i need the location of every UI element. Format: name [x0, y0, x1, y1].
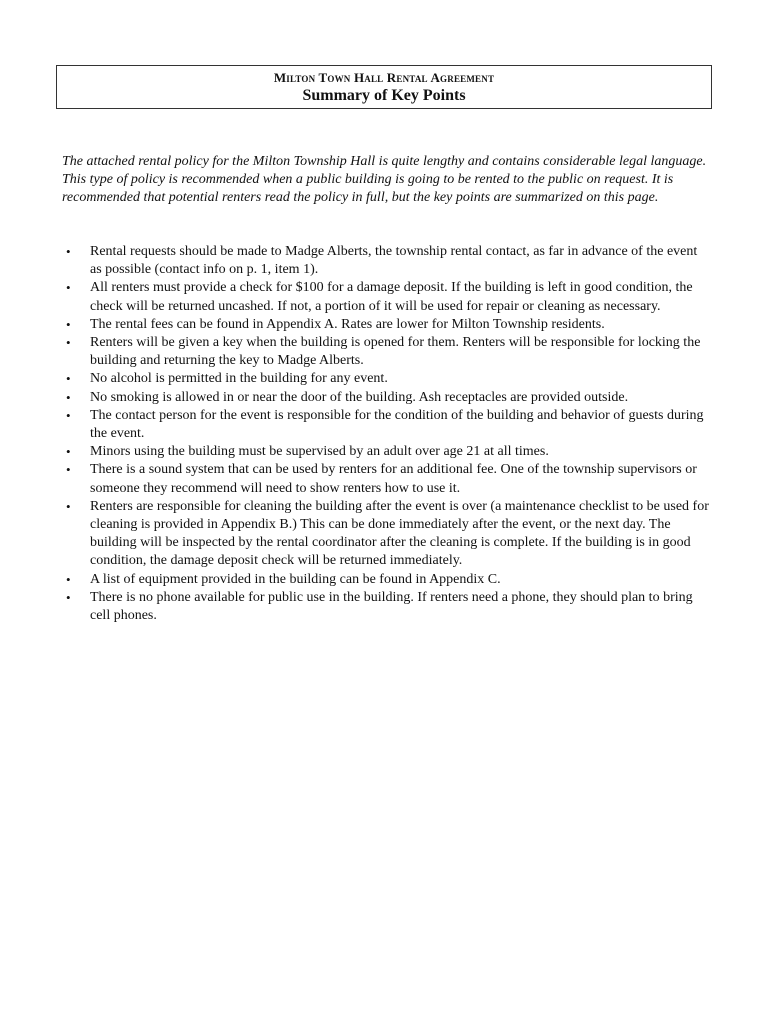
- key-point-item: [62, 370, 712, 388]
- bullet-icon: •: [66, 280, 71, 296]
- key-point-text: Renters will be given a key when the building is opened for them. Renters will be responsible for locking the building and returning the key to Madge Alberts.: [90, 335, 701, 369]
- key-points-list: [62, 243, 712, 625]
- key-point-text: All renters must provide a check for $100 for a damage deposit. If the building is left in good condition, the check will be returned uncashed. If not, a portion of it will be used for repair or cleaning as necessary.: [90, 280, 693, 314]
- bullet-icon: •: [66, 244, 71, 259]
- key-point-item: [62, 461, 712, 497]
- key-point-text: The rental fees can be found in Appendix A. Rates are lower for Milton Township residents.: [90, 316, 605, 332]
- key-point-item: [62, 316, 712, 334]
- key-point-item: [62, 498, 712, 571]
- key-point-item: [62, 589, 712, 625]
- document-subtitle: Summary of Key Points: [302, 87, 466, 104]
- key-point-item: [62, 279, 712, 315]
- bullet-icon: •: [66, 571, 71, 587]
- intro-paragraph: The attached rental policy for the Milton Township Hall is quite lengthy and contains considerable legal language. This type of policy is recommended when a public building is going to be rented to the public on request. It is recommended that potential renters read the policy in full, but the key points are summarized on this page.: [62, 154, 707, 205]
- key-point-text: The contact person for the event is responsible for the condition of the building and behavior of guests during the event.: [90, 407, 704, 442]
- key-point-item: [62, 407, 712, 443]
- key-point-item: [62, 571, 712, 589]
- bullet-icon: •: [66, 407, 71, 423]
- bullet-icon: •: [66, 389, 71, 405]
- bullet-icon: •: [66, 462, 71, 478]
- bullet-icon: •: [66, 316, 71, 332]
- bullet-icon: •: [66, 371, 71, 387]
- bullet-icon: •: [66, 335, 71, 351]
- key-point-text: Rental requests should be made to Madge Alberts, the township rental contact, as far in advance of the event as possible (contact info on p. 1, item 1).: [90, 244, 698, 278]
- key-point-text: Minors using the building must be supervised by an adult over age 21 at all times.: [90, 444, 549, 460]
- key-point-text: There is a sound system that can be used by renters for an additional fee. One of the township supervisors or someone they recommend will need to show renters how to use it.: [90, 462, 697, 496]
- bullet-icon: •: [66, 444, 71, 460]
- bullet-icon: •: [66, 498, 71, 514]
- title-box: [56, 65, 712, 109]
- document-title: Milton Town Hall Rental Agreement: [273, 70, 495, 85]
- key-point-text: No alcohol is permitted in the building for any event.: [90, 371, 388, 387]
- key-point-item: [62, 334, 712, 370]
- key-point-item: [62, 243, 712, 279]
- bullet-icon: •: [66, 589, 71, 605]
- key-point-item: [62, 389, 712, 407]
- key-point-text: No smoking is allowed in or near the door of the building. Ash receptacles are provided outside.: [90, 389, 629, 405]
- key-point-item: [62, 443, 712, 461]
- key-point-text: Renters are responsible for cleaning the building after the event is over (a maintenance checklist to be used for cleaning is provided in Appendix B.) This can be done immediately after the event, or the next day. The building will be inspected by the rental coordinator after the cleaning is complete. If the building is in good condition, the damage deposit check will be returned immediately.: [90, 498, 709, 569]
- key-point-text: A list of equipment provided in the building can be found in Appendix C.: [90, 571, 501, 587]
- key-point-text: There is no phone available for public use in the building. If renters need a phone, they should plan to bring cell phones.: [90, 589, 693, 624]
